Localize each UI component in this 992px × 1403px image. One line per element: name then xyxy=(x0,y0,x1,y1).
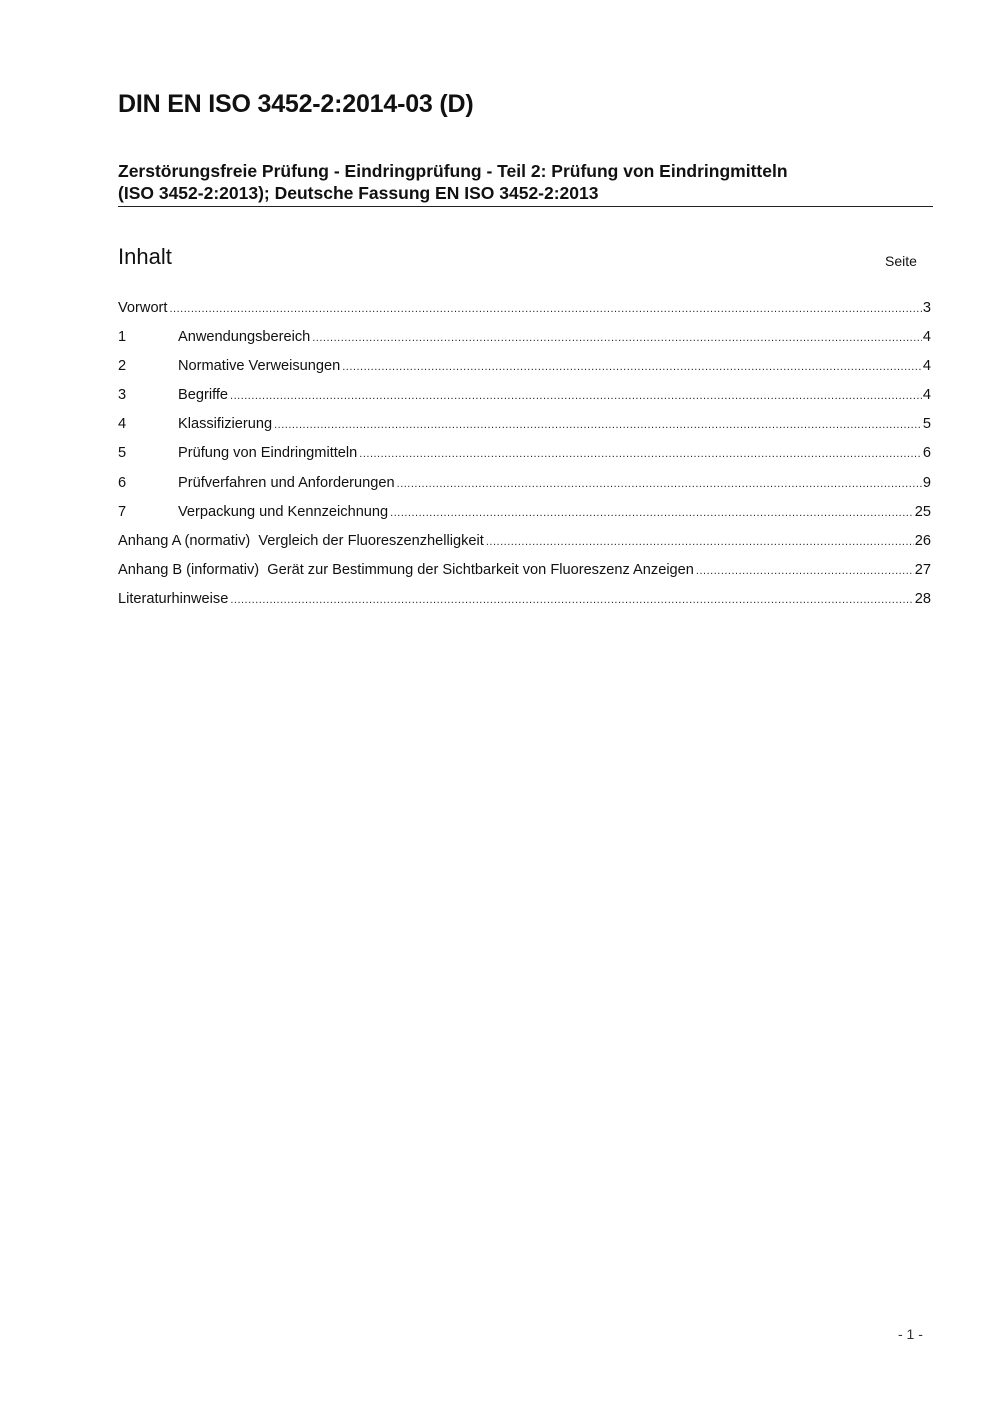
toc-entry-title: Normative Verweisungen xyxy=(178,358,341,375)
toc-entry-page: 25 xyxy=(914,503,931,520)
toc-entry-anhang-b[interactable] xyxy=(118,562,931,591)
toc-entry-title: Verpackung und Kennzeichnung xyxy=(178,503,389,520)
toc-entry-page: 4 xyxy=(922,358,931,375)
toc-leader-dots xyxy=(359,445,922,461)
toc-leader-dots xyxy=(390,504,914,520)
toc-entry-klassifizierung[interactable] xyxy=(118,416,931,445)
toc-entry-page: 5 xyxy=(922,416,931,433)
toc-entry-title: Literaturhinweise xyxy=(118,590,229,607)
toc-leader-dots xyxy=(397,475,922,491)
toc-entry-title: Prüfung von Eindringmitteln xyxy=(178,445,358,462)
toc-entry-pruefung-von-eindringmitteln[interactable] xyxy=(118,445,931,474)
toc-entry-number: 5 xyxy=(118,445,127,462)
toc-page-label: Seite xyxy=(885,253,917,269)
document-title: DIN EN ISO 3452-2:2014-03 (D) xyxy=(118,90,474,118)
toc-entry-number: 1 xyxy=(118,329,127,346)
toc-leader-dots xyxy=(169,300,921,316)
subtitle-line-2: (ISO 3452-2:2013); Deutsche Fassung EN ISO 3452-2:2013 xyxy=(118,183,599,203)
toc-leader-dots xyxy=(230,591,913,607)
toc-entry-title: Anhang B (informativ) Gerät zur Bestimmung der Sichtbarkeit von Fluoreszenz Anzeigen xyxy=(118,561,694,578)
toc-leader-dots xyxy=(486,533,914,549)
toc-entry-begriffe[interactable] xyxy=(118,387,931,416)
toc-entry-page: 6 xyxy=(922,445,931,462)
toc-leader-dots xyxy=(312,329,922,345)
toc-entry-page: 27 xyxy=(914,561,931,578)
toc-entry-literaturhinweise[interactable] xyxy=(118,591,931,620)
toc-entry-page: 9 xyxy=(922,474,931,491)
toc-entry-title: Vorwort xyxy=(118,300,168,316)
toc-leader-dots xyxy=(274,416,922,432)
toc-entry-page: 28 xyxy=(914,590,931,607)
toc-entry-page: 26 xyxy=(914,532,931,549)
document-subtitle xyxy=(118,160,933,204)
title-divider xyxy=(118,206,933,207)
toc-entry-title: Anhang A (normativ) Vergleich der Fluoreszenzhelligkeit xyxy=(118,532,484,549)
toc-entry-title: Anwendungsbereich xyxy=(178,329,311,346)
toc-entry-vorwort[interactable] xyxy=(118,300,931,329)
toc-entry-verpackung[interactable] xyxy=(118,504,931,533)
toc-leader-dots xyxy=(342,358,922,374)
page-number: - 1 - xyxy=(898,1326,923,1342)
toc-entry-title: Klassifizierung xyxy=(178,416,273,433)
toc-entry-pruefverfahren[interactable] xyxy=(118,475,931,504)
toc-entry-anhang-a[interactable] xyxy=(118,533,931,562)
toc-entry-anwendungsbereich[interactable] xyxy=(118,329,931,358)
toc-entry-title: Prüfverfahren und Anforderungen xyxy=(178,474,395,491)
toc-entry-normative-verweisungen[interactable] xyxy=(118,358,931,387)
toc-entry-title: Begriffe xyxy=(178,387,229,404)
toc-entry-number: 7 xyxy=(118,503,127,520)
subtitle-line-1: Zerstörungsfreie Prüfung - Eindringprüfung - Teil 2: Prüfung von Eindringmitteln xyxy=(118,161,788,181)
toc-entry-number: 6 xyxy=(118,474,127,491)
toc-entry-number: 3 xyxy=(118,387,127,404)
toc-entry-page: 4 xyxy=(922,387,931,404)
toc-heading: Inhalt xyxy=(118,244,172,269)
toc-leader-dots xyxy=(696,562,914,578)
toc-entry-number: 4 xyxy=(118,416,127,433)
toc-leader-dots xyxy=(230,387,922,403)
toc-entry-page: 3 xyxy=(922,300,931,316)
toc-entry-number: 2 xyxy=(118,358,127,375)
toc-entry-page: 4 xyxy=(922,329,931,346)
table-of-contents xyxy=(118,300,931,620)
